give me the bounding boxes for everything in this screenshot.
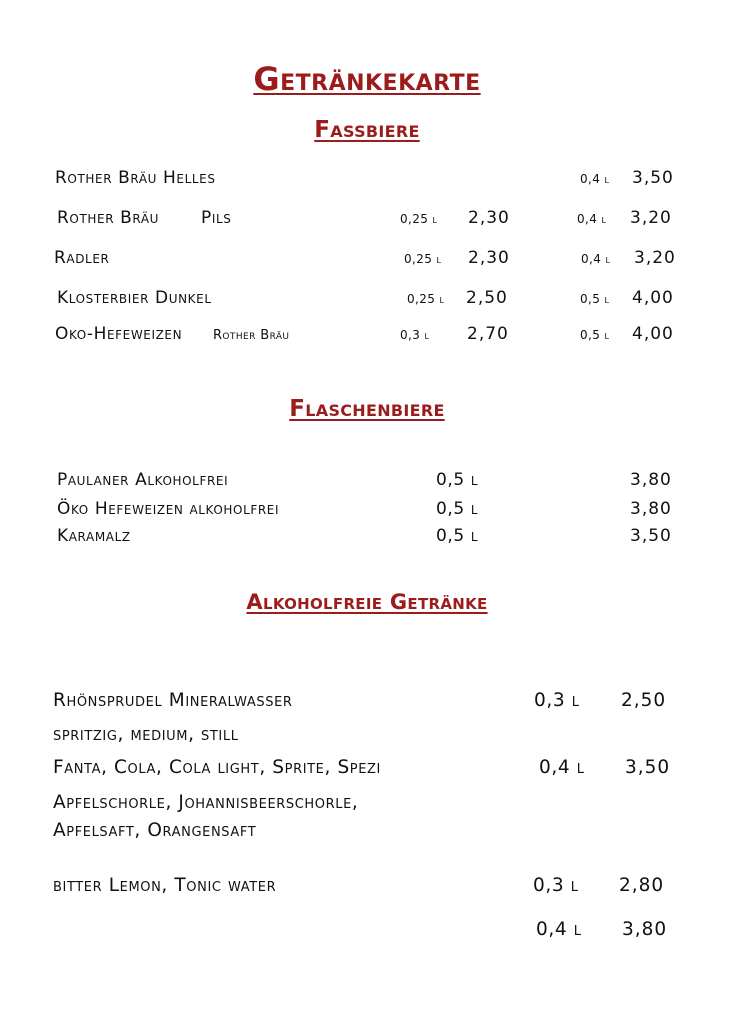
fass-large-volume: 0,5 l: [580, 292, 610, 306]
flasche-price: 3,80: [630, 499, 672, 519]
alkfrei-line-saft: Apfelsaft, Orangensaft: [53, 820, 257, 841]
fass-large-price: 4,00: [632, 288, 674, 308]
fass-large-volume: 0,4 l: [581, 252, 611, 266]
section-heading-flaschenbiere: Flaschenbiere: [289, 396, 445, 422]
fass-small-price: 2,50: [466, 288, 508, 308]
section-heading-alkoholfrei: Alkoholfreie Getränke: [246, 590, 488, 614]
alkfrei-line-schorle: Apfelschorle, Johannisbeerschorle,: [53, 792, 359, 813]
alkfrei-volume: 0,4 l: [536, 919, 582, 940]
fass-item-name: Oko-Hefeweizen: [55, 324, 183, 344]
alkfrei-line-bitter: bitter Lemon, Tonic water: [53, 875, 277, 896]
alkfrei-line-mineral: Rhönsprudel Mineralwasser: [53, 690, 293, 711]
page-title: Getränkekarte: [253, 60, 481, 98]
alkfrei-price: 2,80: [619, 875, 665, 896]
alkfrei-volume: 0,3 l: [533, 875, 579, 896]
section-heading-fassbiere: Fassbiere: [314, 117, 420, 143]
fass-small-volume: 0,25 l: [400, 212, 438, 226]
fass-small-price: 2,30: [468, 248, 510, 268]
fass-item-name: Rother Bräu Helles: [55, 168, 216, 188]
alkfrei-line-mineral-note: spritzig, medium, still: [53, 724, 239, 745]
flasche-volume: 0,5 l: [436, 526, 479, 546]
fass-item-name: Radler: [54, 248, 110, 268]
fass-large-price: 3,20: [634, 248, 676, 268]
fass-item-name-extra: Pils: [201, 208, 232, 228]
fass-large-price: 3,20: [630, 208, 672, 228]
fass-large-volume: 0,4 l: [577, 212, 607, 226]
alkfrei-price: 2,50: [621, 690, 667, 711]
alkfrei-line-softdrinks: Fanta, Cola, Cola light, Sprite, Spezi: [53, 757, 381, 778]
fass-item-name: Klosterbier Dunkel: [57, 288, 212, 308]
fass-item-name: Rother Bräu: [57, 208, 160, 228]
fass-small-price: 2,70: [467, 324, 509, 344]
flasche-item-name: Öko Hefeweizen alkoholfrei: [57, 499, 280, 519]
alkfrei-price: 3,80: [622, 919, 668, 940]
fass-large-price: 3,50: [632, 168, 674, 188]
fass-item-name-extra: Rother Bräu: [213, 328, 290, 343]
alkfrei-volume: 0,4 l: [539, 757, 585, 778]
flasche-volume: 0,5 l: [436, 499, 479, 519]
fass-large-volume: 0,4 l: [580, 172, 610, 186]
fass-small-volume: 0,25 l: [404, 252, 442, 266]
alkfrei-volume: 0,3 l: [534, 690, 580, 711]
flasche-volume: 0,5 l: [436, 470, 479, 490]
fass-small-volume: 0,25 l: [407, 292, 445, 306]
fass-large-price: 4,00: [632, 324, 674, 344]
flasche-price: 3,80: [630, 470, 672, 490]
fass-small-price: 2,30: [468, 208, 510, 228]
flasche-price: 3,50: [630, 526, 672, 546]
flasche-item-name: Paulaner Alkoholfrei: [57, 470, 229, 490]
fass-small-volume: 0,3 l: [400, 328, 430, 342]
alkfrei-price: 3,50: [625, 757, 671, 778]
flasche-item-name: Karamalz: [57, 526, 131, 546]
fass-large-volume: 0,5 l: [580, 328, 610, 342]
